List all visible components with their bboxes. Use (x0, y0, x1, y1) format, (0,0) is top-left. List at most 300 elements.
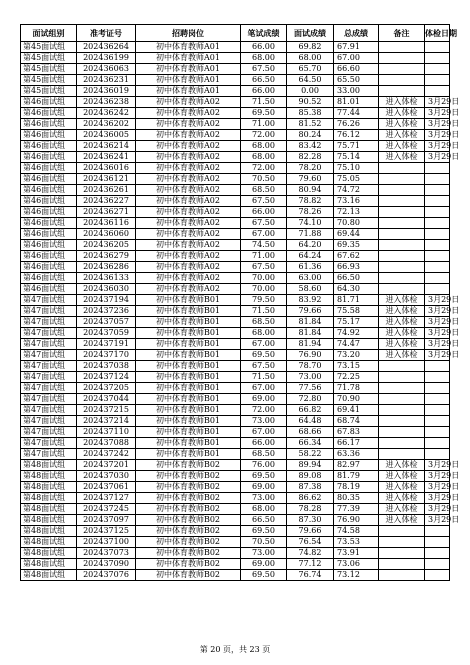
cell-exam-id: 202437100 (77, 537, 136, 548)
cell-interview-score: 58.60 (287, 284, 334, 295)
table-row (21, 306, 450, 317)
cell-written-score: 69.50 (241, 570, 287, 581)
cell-total-score: 67.62 (334, 251, 379, 262)
cell-exam-id: 202436264 (77, 42, 136, 53)
cell-remark (379, 64, 425, 75)
cell-interview-score: 76.90 (287, 350, 334, 361)
table-row (21, 295, 450, 306)
cell-group: 第47面试组 (21, 394, 77, 405)
cell-total-score: 74.47 (334, 339, 379, 350)
table-row (21, 416, 450, 427)
cell-group: 第45面试组 (21, 64, 77, 75)
cell-total-score: 71.78 (334, 383, 379, 394)
table-row (21, 361, 450, 372)
table-row (21, 460, 450, 471)
cell-exam-id: 202437127 (77, 493, 136, 504)
cell-group: 第45面试组 (21, 86, 77, 97)
cell-written-score: 71.50 (241, 372, 287, 383)
cell-exam-date (425, 570, 450, 581)
cell-exam-id: 202437201 (77, 460, 136, 471)
cell-position: 初中体育教师B01 (136, 339, 241, 350)
cell-group: 第46面试组 (21, 97, 77, 108)
cell-group: 第46面试组 (21, 207, 77, 218)
cell-position: 初中体育教师A02 (136, 152, 241, 163)
cell-group: 第47面试组 (21, 416, 77, 427)
results-table-container (20, 24, 460, 581)
cell-total-score: 78.19 (334, 482, 379, 493)
cell-remark (379, 526, 425, 537)
cell-interview-score: 64.20 (287, 240, 334, 251)
cell-interview-score: 81.52 (287, 119, 334, 130)
cell-exam-date (425, 427, 450, 438)
cell-exam-id: 202436205 (77, 240, 136, 251)
cell-group: 第48面试组 (21, 570, 77, 581)
cell-remark (379, 372, 425, 383)
cell-interview-score: 78.20 (287, 163, 334, 174)
table-row (21, 141, 450, 152)
cell-written-score: 72.00 (241, 163, 287, 174)
header-group: 面试组别 (21, 25, 77, 42)
table-row (21, 273, 450, 284)
cell-group: 第46面试组 (21, 229, 77, 240)
table-row (21, 64, 450, 75)
cell-remark: 进入体检 (379, 119, 425, 130)
cell-position: 初中体育教师A02 (136, 141, 241, 152)
cell-interview-score: 64.50 (287, 75, 334, 86)
cell-interview-score: 83.92 (287, 295, 334, 306)
cell-written-score: 74.50 (241, 240, 287, 251)
table-row (21, 75, 450, 86)
cell-exam-date (425, 273, 450, 284)
table-row (21, 482, 450, 493)
cell-group: 第46面试组 (21, 152, 77, 163)
cell-exam-date (425, 185, 450, 196)
cell-remark (379, 42, 425, 53)
cell-position: 初中体育教师B01 (136, 361, 241, 372)
cell-position: 初中体育教师B02 (136, 515, 241, 526)
cell-group: 第48面试组 (21, 537, 77, 548)
cell-group: 第46面试组 (21, 108, 77, 119)
cell-position: 初中体育教师A01 (136, 42, 241, 53)
cell-group: 第47面试组 (21, 438, 77, 449)
cell-remark (379, 438, 425, 449)
cell-exam-date (425, 394, 450, 405)
cell-total-score: 70.80 (334, 218, 379, 229)
cell-written-score: 70.00 (241, 273, 287, 284)
cell-position: 初中体育教师B02 (136, 548, 241, 559)
table-row (21, 163, 450, 174)
cell-interview-score: 0.00 (287, 86, 334, 97)
cell-remark (379, 174, 425, 185)
cell-remark: 进入体检 (379, 493, 425, 504)
table-row (21, 504, 450, 515)
cell-group: 第47面试组 (21, 405, 77, 416)
cell-group: 第47面试组 (21, 350, 77, 361)
cell-interview-score: 77.56 (287, 383, 334, 394)
cell-position: 初中体育教师B02 (136, 559, 241, 570)
cell-written-score: 68.50 (241, 317, 287, 328)
cell-group: 第46面试组 (21, 273, 77, 284)
cell-exam-id: 202437215 (77, 405, 136, 416)
cell-remark: 进入体检 (379, 295, 425, 306)
cell-exam-id: 202436242 (77, 108, 136, 119)
cell-remark (379, 196, 425, 207)
cell-exam-id: 202436261 (77, 185, 136, 196)
table-row (21, 218, 450, 229)
cell-exam-id: 202437191 (77, 339, 136, 350)
cell-remark (379, 240, 425, 251)
cell-total-score: 64.30 (334, 284, 379, 295)
cell-exam-date: 3月29日 (425, 339, 450, 350)
cell-exam-date: 3月29日 (425, 328, 450, 339)
cell-exam-id: 202436238 (77, 97, 136, 108)
cell-exam-id: 202436214 (77, 141, 136, 152)
cell-exam-id: 202437090 (77, 559, 136, 570)
cell-exam-id: 202437125 (77, 526, 136, 537)
cell-position: 初中体育教师A02 (136, 240, 241, 251)
cell-exam-id: 202437088 (77, 438, 136, 449)
cell-exam-id: 202436016 (77, 163, 136, 174)
cell-written-score: 67.50 (241, 361, 287, 372)
cell-group: 第46面试组 (21, 240, 77, 251)
cell-interview-score: 74.10 (287, 218, 334, 229)
cell-remark: 进入体检 (379, 515, 425, 526)
cell-exam-date (425, 537, 450, 548)
cell-written-score: 72.00 (241, 405, 287, 416)
cell-group: 第46面试组 (21, 141, 77, 152)
cell-group: 第46面试组 (21, 174, 77, 185)
cell-total-score: 67.83 (334, 427, 379, 438)
table-row (21, 339, 450, 350)
cell-total-score: 72.25 (334, 372, 379, 383)
cell-interview-score: 85.38 (287, 108, 334, 119)
cell-group: 第45面试组 (21, 42, 77, 53)
cell-interview-score: 78.28 (287, 504, 334, 515)
table-row (21, 97, 450, 108)
cell-total-score: 81.79 (334, 471, 379, 482)
cell-interview-score: 89.94 (287, 460, 334, 471)
cell-exam-id: 202436199 (77, 53, 136, 64)
cell-exam-date (425, 218, 450, 229)
cell-interview-score: 76.74 (287, 570, 334, 581)
cell-written-score: 73.00 (241, 416, 287, 427)
table-row (21, 372, 450, 383)
header-interview-score: 面试成绩 (287, 25, 334, 42)
cell-exam-date: 3月29日 (425, 306, 450, 317)
cell-position: 初中体育教师A02 (136, 218, 241, 229)
cell-exam-date (425, 548, 450, 559)
cell-total-score: 75.71 (334, 141, 379, 152)
cell-position: 初中体育教师B01 (136, 306, 241, 317)
cell-position: 初中体育教师B02 (136, 526, 241, 537)
cell-interview-score: 79.66 (287, 526, 334, 537)
cell-exam-date (425, 86, 450, 97)
cell-written-score: 68.00 (241, 152, 287, 163)
cell-exam-id: 202436063 (77, 64, 136, 75)
cell-total-score: 76.26 (334, 119, 379, 130)
cell-interview-score: 81.94 (287, 339, 334, 350)
cell-total-score: 73.06 (334, 559, 379, 570)
cell-exam-id: 202436202 (77, 119, 136, 130)
cell-exam-id: 202437073 (77, 548, 136, 559)
cell-remark: 进入体检 (379, 328, 425, 339)
cell-total-score: 73.53 (334, 537, 379, 548)
cell-exam-id: 202437214 (77, 416, 136, 427)
table-row (21, 130, 450, 141)
cell-total-score: 74.92 (334, 328, 379, 339)
table-row (21, 284, 450, 295)
cell-interview-score: 80.24 (287, 130, 334, 141)
cell-group: 第48面试组 (21, 526, 77, 537)
cell-exam-date (425, 163, 450, 174)
cell-position: 初中体育教师B01 (136, 383, 241, 394)
cell-remark (379, 185, 425, 196)
cell-written-score: 66.00 (241, 42, 287, 53)
cell-interview-score: 81.84 (287, 317, 334, 328)
cell-position: 初中体育教师A01 (136, 75, 241, 86)
cell-written-score: 71.00 (241, 251, 287, 262)
cell-remark (379, 75, 425, 86)
cell-exam-date: 3月29日 (425, 493, 450, 504)
table-row (21, 449, 450, 460)
cell-interview-score: 86.62 (287, 493, 334, 504)
cell-written-score: 67.50 (241, 64, 287, 75)
cell-exam-id: 202437194 (77, 295, 136, 306)
table-row (21, 152, 450, 163)
cell-written-score: 69.00 (241, 482, 287, 493)
cell-remark: 进入体检 (379, 471, 425, 482)
cell-interview-score: 68.00 (287, 53, 334, 64)
cell-written-score: 66.00 (241, 438, 287, 449)
cell-interview-score: 78.82 (287, 196, 334, 207)
table-row (21, 53, 450, 64)
cell-group: 第46面试组 (21, 251, 77, 262)
cell-remark: 进入体检 (379, 130, 425, 141)
cell-position: 初中体育教师A02 (136, 108, 241, 119)
cell-position: 初中体育教师B01 (136, 405, 241, 416)
cell-interview-score: 81.84 (287, 328, 334, 339)
cell-interview-score: 74.82 (287, 548, 334, 559)
cell-written-score: 71.00 (241, 119, 287, 130)
cell-exam-id: 202436133 (77, 273, 136, 284)
cell-total-score: 75.58 (334, 306, 379, 317)
cell-total-score: 77.39 (334, 504, 379, 515)
cell-interview-score: 83.42 (287, 141, 334, 152)
table-row (21, 240, 450, 251)
table-row (21, 570, 450, 581)
cell-group: 第45面试组 (21, 53, 77, 64)
cell-exam-id: 202437044 (77, 394, 136, 405)
table-row (21, 537, 450, 548)
cell-exam-date: 3月29日 (425, 350, 450, 361)
table-body (21, 42, 460, 581)
cell-group: 第47面试组 (21, 295, 77, 306)
cell-written-score: 79.50 (241, 295, 287, 306)
cell-exam-id: 202436060 (77, 229, 136, 240)
table-row (21, 427, 450, 438)
cell-written-score: 68.00 (241, 141, 287, 152)
cell-exam-id: 202437038 (77, 361, 136, 372)
cell-position: 初中体育教师B01 (136, 416, 241, 427)
cell-exam-date (425, 229, 450, 240)
cell-remark: 进入体检 (379, 141, 425, 152)
cell-exam-date: 3月29日 (425, 108, 450, 119)
table-row (21, 438, 450, 449)
cell-exam-date: 3月29日 (425, 460, 450, 471)
results-table (20, 24, 460, 581)
cell-position: 初中体育教师A02 (136, 284, 241, 295)
cell-total-score: 73.12 (334, 570, 379, 581)
cell-remark (379, 163, 425, 174)
cell-interview-score: 64.48 (287, 416, 334, 427)
cell-total-score: 70.90 (334, 394, 379, 405)
header-written-score: 笔试成绩 (241, 25, 287, 42)
cell-remark (379, 548, 425, 559)
cell-exam-id: 202437124 (77, 372, 136, 383)
cell-remark (379, 207, 425, 218)
cell-exam-date (425, 42, 450, 53)
cell-remark: 进入体检 (379, 108, 425, 119)
cell-written-score: 70.00 (241, 284, 287, 295)
table-row (21, 559, 450, 570)
cell-remark: 进入体检 (379, 97, 425, 108)
cell-exam-date (425, 196, 450, 207)
cell-interview-score: 87.30 (287, 515, 334, 526)
table-row (21, 196, 450, 207)
cell-position: 初中体育教师A02 (136, 251, 241, 262)
cell-exam-id: 202437057 (77, 317, 136, 328)
cell-exam-id: 202436121 (77, 174, 136, 185)
cell-group: 第46面试组 (21, 119, 77, 130)
cell-exam-date (425, 240, 450, 251)
cell-position: 初中体育教师B01 (136, 350, 241, 361)
cell-written-score: 67.50 (241, 218, 287, 229)
cell-exam-date (425, 438, 450, 449)
cell-total-score: 69.44 (334, 229, 379, 240)
cell-position: 初中体育教师B02 (136, 504, 241, 515)
cell-exam-date (425, 383, 450, 394)
cell-remark (379, 86, 425, 97)
cell-remark: 进入体检 (379, 317, 425, 328)
header-exam-date: 体检日期 (425, 25, 450, 42)
cell-total-score: 66.50 (334, 273, 379, 284)
cell-total-score: 73.91 (334, 548, 379, 559)
cell-exam-date: 3月29日 (425, 130, 450, 141)
cell-group: 第48面试组 (21, 460, 77, 471)
cell-position: 初中体育教师B01 (136, 317, 241, 328)
cell-exam-date (425, 284, 450, 295)
cell-remark: 进入体检 (379, 350, 425, 361)
cell-group: 第48面试组 (21, 493, 77, 504)
cell-written-score: 69.50 (241, 108, 287, 119)
cell-interview-score: 76.54 (287, 537, 334, 548)
cell-interview-score: 82.28 (287, 152, 334, 163)
cell-total-score: 75.17 (334, 317, 379, 328)
table-row (21, 86, 450, 97)
cell-exam-id: 202437236 (77, 306, 136, 317)
table-row (21, 471, 450, 482)
cell-total-score: 66.17 (334, 438, 379, 449)
cell-exam-id: 202436241 (77, 152, 136, 163)
cell-group: 第48面试组 (21, 504, 77, 515)
cell-total-score: 75.10 (334, 163, 379, 174)
cell-position: 初中体育教师B01 (136, 449, 241, 460)
cell-position: 初中体育教师A02 (136, 262, 241, 273)
cell-position: 初中体育教师B02 (136, 460, 241, 471)
cell-exam-date (425, 526, 450, 537)
table-header-row (21, 25, 450, 42)
table-row (21, 262, 450, 273)
cell-total-score: 75.05 (334, 174, 379, 185)
cell-written-score: 66.50 (241, 515, 287, 526)
cell-exam-id: 202436227 (77, 196, 136, 207)
cell-exam-id: 202437059 (77, 328, 136, 339)
cell-total-score: 82.97 (334, 460, 379, 471)
cell-interview-score: 61.36 (287, 262, 334, 273)
cell-exam-id: 202437242 (77, 449, 136, 460)
cell-written-score: 72.00 (241, 130, 287, 141)
cell-written-score: 70.50 (241, 537, 287, 548)
cell-total-score: 33.00 (334, 86, 379, 97)
table-row (21, 119, 450, 130)
cell-position: 初中体育教师B01 (136, 372, 241, 383)
cell-total-score: 69.41 (334, 405, 379, 416)
table-row (21, 251, 450, 262)
cell-group: 第46面试组 (21, 196, 77, 207)
cell-remark (379, 262, 425, 273)
table-row (21, 108, 450, 119)
table-row (21, 515, 450, 526)
table-row (21, 383, 450, 394)
table-row (21, 42, 450, 53)
table-row (21, 526, 450, 537)
cell-group: 第46面试组 (21, 185, 77, 196)
cell-exam-date (425, 559, 450, 570)
cell-remark (379, 251, 425, 262)
cell-position: 初中体育教师B02 (136, 493, 241, 504)
cell-interview-score: 71.88 (287, 229, 334, 240)
cell-group: 第46面试组 (21, 163, 77, 174)
cell-exam-id: 202436279 (77, 251, 136, 262)
cell-interview-score: 73.00 (287, 372, 334, 383)
cell-group: 第47面试组 (21, 339, 77, 350)
cell-remark: 进入体检 (379, 482, 425, 493)
cell-group: 第46面试组 (21, 284, 77, 295)
cell-total-score: 73.15 (334, 361, 379, 372)
cell-total-score: 66.60 (334, 64, 379, 75)
cell-written-score: 73.00 (241, 493, 287, 504)
cell-written-score: 67.50 (241, 196, 287, 207)
cell-exam-date (425, 372, 450, 383)
cell-position: 初中体育教师B01 (136, 438, 241, 449)
cell-written-score: 70.50 (241, 174, 287, 185)
cell-exam-date (425, 449, 450, 460)
cell-position: 初中体育教师A02 (136, 130, 241, 141)
cell-written-score: 71.50 (241, 97, 287, 108)
cell-position: 初中体育教师B02 (136, 570, 241, 581)
cell-total-score: 81.71 (334, 295, 379, 306)
cell-remark (379, 559, 425, 570)
cell-exam-date (425, 174, 450, 185)
cell-written-score: 76.00 (241, 460, 287, 471)
cell-group: 第46面试组 (21, 262, 77, 273)
cell-group: 第48面试组 (21, 482, 77, 493)
cell-written-score: 68.00 (241, 504, 287, 515)
cell-group: 第47面试组 (21, 306, 77, 317)
cell-interview-score: 77.12 (287, 559, 334, 570)
cell-exam-id: 202437170 (77, 350, 136, 361)
cell-remark: 进入体检 (379, 306, 425, 317)
